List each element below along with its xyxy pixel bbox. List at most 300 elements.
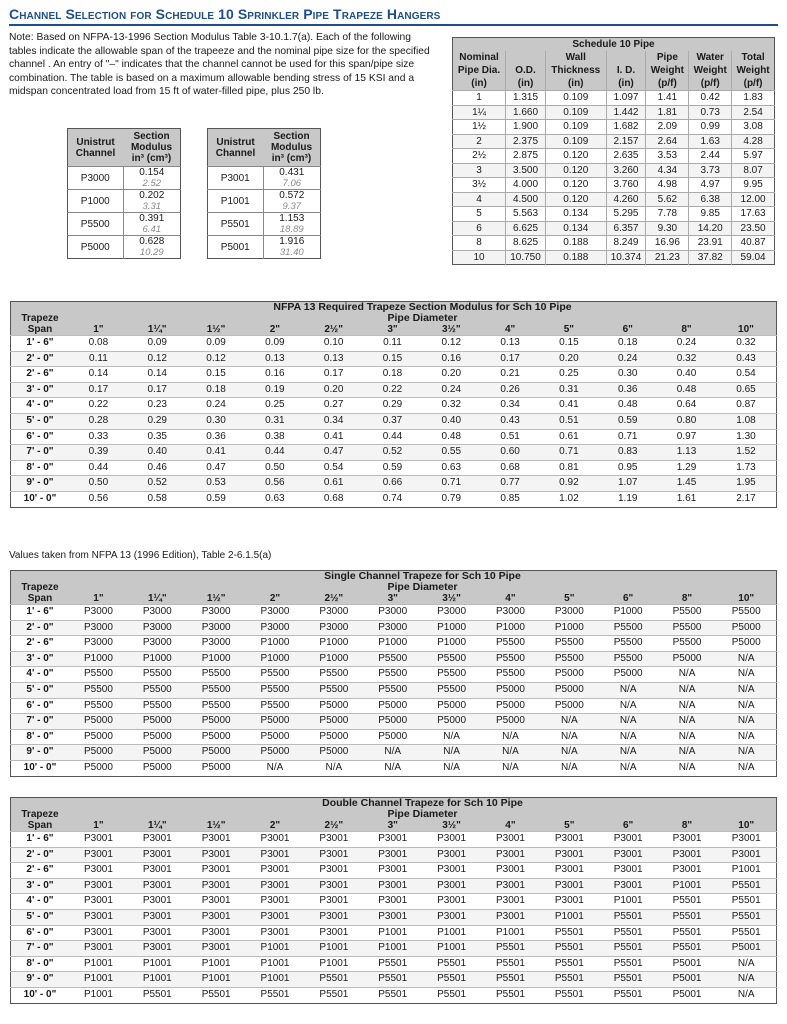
value-cell: 0.15 xyxy=(540,336,599,352)
table-row xyxy=(11,367,777,383)
table-row xyxy=(11,894,777,910)
value-cell: P3001 xyxy=(363,878,422,894)
value-cell: P1001 xyxy=(422,925,481,941)
schedule-cell: 3.500 xyxy=(506,163,546,178)
value-cell: P5500 xyxy=(363,682,422,698)
schedule-cell: 5 xyxy=(453,207,506,222)
value-cell: P3000 xyxy=(128,620,187,636)
span-cell: 4' - 0" xyxy=(11,894,70,910)
value-cell: 0.58 xyxy=(128,491,187,507)
table-row xyxy=(11,987,777,1003)
value-cell: 0.59 xyxy=(363,460,422,476)
value-cell: 0.24 xyxy=(187,398,246,414)
table-row xyxy=(453,178,775,193)
table-row xyxy=(11,476,777,492)
span-cell: 9' - 0" xyxy=(11,745,70,761)
value-cell: 0.48 xyxy=(422,429,481,445)
value-cell: P1000 xyxy=(422,620,481,636)
schedule-cell: 7.78 xyxy=(646,207,689,222)
value-cell: P5000 xyxy=(422,714,481,730)
value-cell: P3001 xyxy=(187,894,246,910)
modulus-header xyxy=(263,129,320,167)
value-cell: P3001 xyxy=(128,863,187,879)
value-cell: 0.87 xyxy=(716,398,777,414)
value-cell: N/A xyxy=(716,956,776,972)
value-cell: P5000 xyxy=(304,729,363,745)
value-cell: P3000 xyxy=(540,605,599,621)
diameter-header: 1½" xyxy=(187,820,246,832)
value-cell: P5500 xyxy=(246,682,305,698)
value-cell: 0.38 xyxy=(245,429,304,445)
table-row xyxy=(453,236,775,251)
schedule-cell: 3.73 xyxy=(689,163,732,178)
diameter-header: 3½" xyxy=(422,593,481,605)
schedule-cell: 0.134 xyxy=(545,221,606,236)
table-row xyxy=(68,213,181,236)
value-cell: P1000 xyxy=(128,651,187,667)
value-cell: P5000 xyxy=(128,729,187,745)
schedule-cell: 4.260 xyxy=(606,192,646,207)
value-cell: 0.47 xyxy=(187,460,246,476)
trapeze-label: Trapeze xyxy=(11,582,70,593)
schedule-cell: 1½ xyxy=(453,120,506,135)
span-cell: 4' - 0" xyxy=(11,667,70,683)
schedule-cell: 2.54 xyxy=(732,105,775,120)
diameter-header: 4" xyxy=(481,820,540,832)
diameter-header: 10" xyxy=(716,324,777,336)
schedule-cell: 4 xyxy=(453,192,506,207)
value-cell: 0.43 xyxy=(716,351,777,367)
value-cell: N/A xyxy=(481,745,540,761)
value-cell: P5501 xyxy=(658,909,717,925)
trapeze-span-blank xyxy=(11,798,70,810)
diameter-header: 3½" xyxy=(422,324,481,336)
modulus-header-line: in³ (cm³) xyxy=(131,153,172,164)
schedule-header: Total xyxy=(732,51,775,64)
value-cell: 0.64 xyxy=(657,398,716,414)
diameter-header: 1¼" xyxy=(128,324,187,336)
value-cell: P5000 xyxy=(363,714,422,730)
schedule-cell: 6.38 xyxy=(689,192,732,207)
schedule-header: Pipe xyxy=(646,51,689,64)
modulus-cm3: 3.31 xyxy=(142,201,162,212)
value-cell: 0.68 xyxy=(304,491,363,507)
value-cell: P5501 xyxy=(716,878,776,894)
value-cell: P5501 xyxy=(599,925,658,941)
value-cell: P3001 xyxy=(363,832,422,848)
value-cell: 0.32 xyxy=(422,398,481,414)
value-cell: P1001 xyxy=(304,941,363,957)
schedule-cell: 10 xyxy=(453,250,506,265)
value-cell: 1.95 xyxy=(716,476,777,492)
value-cell: 0.68 xyxy=(481,460,540,476)
value-cell: 0.48 xyxy=(657,382,716,398)
single-channel-trapeze-table xyxy=(10,570,777,777)
schedule-cell: 5.295 xyxy=(606,207,646,222)
value-cell: P1001 xyxy=(69,987,128,1003)
value-cell: P3000 xyxy=(246,620,305,636)
value-cell: P3001 xyxy=(128,832,187,848)
schedule-cell: 0.73 xyxy=(689,105,732,120)
value-cell: P3001 xyxy=(187,878,246,894)
value-cell: P5501 xyxy=(422,987,481,1003)
value-cell: 0.51 xyxy=(481,429,540,445)
value-cell: P5000 xyxy=(187,729,246,745)
value-cell: P3001 xyxy=(422,832,481,848)
value-cell: P5500 xyxy=(363,651,422,667)
value-cell: P5500 xyxy=(187,667,246,683)
span-cell: 10' - 0" xyxy=(11,987,70,1003)
span-cell: 10' - 0" xyxy=(11,491,70,507)
table-row xyxy=(11,714,777,730)
schedule-cell: 5.62 xyxy=(646,192,689,207)
table-row xyxy=(11,941,777,957)
value-cell: P5500 xyxy=(187,698,246,714)
modulus-in3: 0.154 xyxy=(139,167,165,178)
value-cell: 0.22 xyxy=(363,382,422,398)
diameter-header: 6" xyxy=(598,324,657,336)
value-cell: N/A xyxy=(363,760,422,776)
value-cell: P3001 xyxy=(540,847,599,863)
value-cell: 0.30 xyxy=(598,367,657,383)
value-cell: N/A xyxy=(716,651,776,667)
schedule-header: (in) xyxy=(453,77,506,91)
value-cell: P5000 xyxy=(658,651,717,667)
value-cell: 0.24 xyxy=(598,351,657,367)
value-cell: N/A xyxy=(540,714,599,730)
table-row xyxy=(11,760,777,776)
value-cell: P1001 xyxy=(540,909,599,925)
span-cell: 1' - 6" xyxy=(11,832,70,848)
value-cell: 0.97 xyxy=(657,429,716,445)
span-cell: 2' - 6" xyxy=(11,863,70,879)
value-cell: P1001 xyxy=(246,972,305,988)
schedule-caption: Schedule 10 Pipe xyxy=(453,38,775,52)
value-cell: P5000 xyxy=(69,714,128,730)
value-cell: 0.61 xyxy=(304,476,363,492)
span-cell: 5' - 0" xyxy=(11,413,70,429)
value-cell: 0.51 xyxy=(540,413,599,429)
value-cell: 0.23 xyxy=(128,398,187,414)
value-cell: P3001 xyxy=(658,832,717,848)
value-cell: 1.19 xyxy=(598,491,657,507)
value-cell: 0.71 xyxy=(540,445,599,461)
table-row xyxy=(208,167,321,190)
table-row xyxy=(11,620,777,636)
diameter-header: 4" xyxy=(481,593,540,605)
title-divider xyxy=(9,24,778,26)
schedule-header xyxy=(606,51,646,64)
value-cell: P3001 xyxy=(540,832,599,848)
value-cell: P3001 xyxy=(481,863,540,879)
value-cell: P5000 xyxy=(187,745,246,761)
diameter-header: 10" xyxy=(716,820,776,832)
schedule-header: Nominal xyxy=(453,51,506,64)
span-cell: 10' - 0" xyxy=(11,760,70,776)
schedule-cell: 8 xyxy=(453,236,506,251)
channel-header xyxy=(208,129,264,167)
value-cell: 1.02 xyxy=(540,491,599,507)
value-cell: P3001 xyxy=(69,941,128,957)
value-cell: P5000 xyxy=(246,714,305,730)
value-cell: N/A xyxy=(716,698,776,714)
value-cell: N/A xyxy=(599,760,658,776)
schedule-header: (in) xyxy=(606,77,646,91)
schedule-cell: 4.34 xyxy=(646,163,689,178)
value-cell: 0.14 xyxy=(69,367,128,383)
schedule-cell: 1 xyxy=(453,91,506,106)
value-cell: 0.66 xyxy=(363,476,422,492)
table-row xyxy=(11,382,777,398)
value-cell: 0.16 xyxy=(422,351,481,367)
value-cell: P3001 xyxy=(599,832,658,848)
value-cell: P3001 xyxy=(69,847,128,863)
channel-name: P5000 xyxy=(68,236,124,259)
value-cell: 0.31 xyxy=(540,382,599,398)
value-cell: 0.43 xyxy=(481,413,540,429)
diameter-header: 2" xyxy=(246,820,305,832)
modulus-cm3: 10.29 xyxy=(139,247,164,258)
schedule-cell: 2.09 xyxy=(646,120,689,135)
diameter-header: 3½" xyxy=(422,820,481,832)
value-cell: P5500 xyxy=(540,651,599,667)
schedule-cell: 5.563 xyxy=(506,207,546,222)
table-row xyxy=(11,863,777,879)
modulus-in3: 0.202 xyxy=(139,190,165,201)
channel-name: P5501 xyxy=(208,213,264,236)
modulus-cm3: 18.89 xyxy=(279,224,304,235)
schedule-cell: 4.97 xyxy=(689,178,732,193)
value-cell: 0.22 xyxy=(69,398,128,414)
schedule-cell: 3.260 xyxy=(606,163,646,178)
diameter-header: 8" xyxy=(658,593,717,605)
schedule-header: (p/f) xyxy=(732,77,775,91)
value-cell: P5501 xyxy=(481,972,540,988)
table-row xyxy=(11,682,777,698)
value-cell: 0.09 xyxy=(128,336,187,352)
value-cell: P5500 xyxy=(69,667,128,683)
value-cell: 0.48 xyxy=(598,398,657,414)
value-cell: P5000 xyxy=(540,698,599,714)
value-cell: P3000 xyxy=(128,605,187,621)
table-row xyxy=(11,925,777,941)
value-cell: N/A xyxy=(363,745,422,761)
diameter-header: 1" xyxy=(69,820,128,832)
modulus-cm3: 7.06 xyxy=(282,178,302,189)
value-cell: P5501 xyxy=(540,925,599,941)
value-cell: P5500 xyxy=(599,636,658,652)
schedule-cell: 6.357 xyxy=(606,221,646,236)
span-cell: 4' - 0" xyxy=(11,398,70,414)
value-cell: N/A xyxy=(599,729,658,745)
schedule-cell: 40.87 xyxy=(732,236,775,251)
span-cell: 2' - 0" xyxy=(11,351,70,367)
value-cell: N/A xyxy=(481,729,540,745)
value-cell: P5500 xyxy=(658,605,717,621)
value-cell: 0.18 xyxy=(598,336,657,352)
value-cell: P1000 xyxy=(187,651,246,667)
table-row xyxy=(453,120,775,135)
modulus-cm3: 6.41 xyxy=(142,224,162,235)
value-cell: 0.26 xyxy=(481,382,540,398)
value-cell: P3001 xyxy=(422,847,481,863)
table-row xyxy=(68,190,181,213)
channel-name: P3001 xyxy=(208,167,264,190)
span-cell: 9' - 0" xyxy=(11,476,70,492)
value-cell: P3001 xyxy=(481,878,540,894)
modulus-header-line: Modulus xyxy=(270,142,313,153)
value-cell: 0.20 xyxy=(422,367,481,383)
modulus-cm3: 9.37 xyxy=(282,201,302,212)
schedule-cell: 6.625 xyxy=(506,221,546,236)
value-cell: 0.33 xyxy=(69,429,128,445)
schedule-cell: 2.875 xyxy=(506,149,546,164)
schedule-cell: 1.442 xyxy=(606,105,646,120)
schedule-header: (p/f) xyxy=(646,77,689,91)
schedule-header: Wall xyxy=(545,51,606,64)
value-cell: P3001 xyxy=(187,863,246,879)
schedule-header: (in) xyxy=(545,77,606,91)
value-cell: P5501 xyxy=(716,894,776,910)
value-cell: N/A xyxy=(658,714,717,730)
value-cell: P5500 xyxy=(481,667,540,683)
table-row xyxy=(11,413,777,429)
value-cell: P5501 xyxy=(422,956,481,972)
value-cell: 0.21 xyxy=(481,367,540,383)
value-cell: P5501 xyxy=(187,987,246,1003)
value-cell: 0.40 xyxy=(657,367,716,383)
value-cell: P3000 xyxy=(128,636,187,652)
value-cell: 1.08 xyxy=(716,413,777,429)
schedule-cell: 8.07 xyxy=(732,163,775,178)
value-cell: P3001 xyxy=(599,863,658,879)
schedule-cell: 17.63 xyxy=(732,207,775,222)
modulus-in3: 1.153 xyxy=(279,213,305,224)
value-cell: 0.12 xyxy=(128,351,187,367)
table-row xyxy=(208,213,321,236)
value-cell: P3000 xyxy=(422,605,481,621)
channel-header-line: Channel xyxy=(215,147,256,159)
value-cell: P3001 xyxy=(187,832,246,848)
schedule-cell: 0.42 xyxy=(689,91,732,106)
value-cell: P5500 xyxy=(187,682,246,698)
span-cell: 7' - 0" xyxy=(11,445,70,461)
trapeze-span-blank xyxy=(11,571,70,583)
value-cell: N/A xyxy=(246,760,305,776)
value-cell: P3001 xyxy=(422,894,481,910)
value-cell: P3001 xyxy=(187,909,246,925)
value-cell: P3001 xyxy=(716,832,776,848)
value-cell: P3001 xyxy=(128,847,187,863)
value-cell: 0.29 xyxy=(363,398,422,414)
schedule-cell: 21.23 xyxy=(646,250,689,265)
schedule-cell: 1.83 xyxy=(732,91,775,106)
value-cell: P3001 xyxy=(187,941,246,957)
value-cell: P3001 xyxy=(658,847,717,863)
value-cell: P5000 xyxy=(187,760,246,776)
value-cell: 0.36 xyxy=(187,429,246,445)
value-cell: 0.12 xyxy=(187,351,246,367)
value-cell: P3001 xyxy=(599,878,658,894)
schedule-cell: 0.188 xyxy=(545,236,606,251)
value-cell: 0.63 xyxy=(422,460,481,476)
value-cell: P5000 xyxy=(69,760,128,776)
value-cell: N/A xyxy=(599,682,658,698)
value-cell: 0.40 xyxy=(422,413,481,429)
value-cell: P3001 xyxy=(481,894,540,910)
value-cell: 1.29 xyxy=(657,460,716,476)
value-cell: N/A xyxy=(481,760,540,776)
value-cell: P5500 xyxy=(246,698,305,714)
value-cell: P5501 xyxy=(304,987,363,1003)
value-cell: 0.15 xyxy=(187,367,246,383)
channel-header-line: Unistrut xyxy=(216,136,255,148)
schedule-cell: 2.375 xyxy=(506,134,546,149)
span-label: Span xyxy=(11,593,70,605)
value-cell: 0.61 xyxy=(540,429,599,445)
value-cell: 0.32 xyxy=(716,336,777,352)
value-cell: P3000 xyxy=(187,620,246,636)
value-cell: P5500 xyxy=(363,667,422,683)
value-cell: N/A xyxy=(658,745,717,761)
span-cell: 3' - 0" xyxy=(11,878,70,894)
value-cell: 0.35 xyxy=(128,429,187,445)
value-cell: P3001 xyxy=(481,909,540,925)
channel-header-line: Channel xyxy=(75,147,116,159)
modulus-in3: 1.916 xyxy=(279,236,305,247)
span-label: Span xyxy=(11,820,70,832)
value-cell: P5000 xyxy=(187,714,246,730)
value-cell: N/A xyxy=(716,667,776,683)
span-cell: 5' - 0" xyxy=(11,682,70,698)
schedule-header: Weight xyxy=(689,64,732,77)
schedule-cell: 2.44 xyxy=(689,149,732,164)
schedule-cell: 23.91 xyxy=(689,236,732,251)
channel-header xyxy=(68,129,124,167)
diameter-header: 1½" xyxy=(187,593,246,605)
schedule-cell: 9.95 xyxy=(732,178,775,193)
diameter-header: 4" xyxy=(481,324,540,336)
diameter-header: 5" xyxy=(540,324,599,336)
value-cell: N/A xyxy=(422,745,481,761)
table-row xyxy=(11,651,777,667)
schedule-cell: 0.120 xyxy=(545,192,606,207)
channel-header-line: Unistrut xyxy=(76,136,115,148)
value-cell: P5500 xyxy=(422,682,481,698)
value-cell: P5000 xyxy=(422,698,481,714)
schedule-header: Weight xyxy=(646,64,689,77)
channel-name: P5001 xyxy=(208,236,264,259)
diameter-header: 5" xyxy=(540,820,599,832)
value-cell: P3001 xyxy=(658,863,717,879)
channel-name: P3000 xyxy=(68,167,124,190)
value-cell: P1000 xyxy=(69,651,128,667)
schedule-header: (p/f) xyxy=(689,77,732,91)
schedule-cell: 1.660 xyxy=(506,105,546,120)
schedule-cell: 3.53 xyxy=(646,149,689,164)
value-cell: 0.30 xyxy=(187,413,246,429)
value-cell: P1001 xyxy=(599,894,658,910)
value-cell: P5000 xyxy=(481,682,540,698)
value-cell: P5500 xyxy=(481,651,540,667)
table-row xyxy=(11,667,777,683)
value-cell: 1.45 xyxy=(657,476,716,492)
value-cell: P1000 xyxy=(540,620,599,636)
value-cell: P3001 xyxy=(128,925,187,941)
value-cell: N/A xyxy=(716,729,776,745)
schedule-cell: 1.900 xyxy=(506,120,546,135)
value-cell: P3001 xyxy=(304,909,363,925)
